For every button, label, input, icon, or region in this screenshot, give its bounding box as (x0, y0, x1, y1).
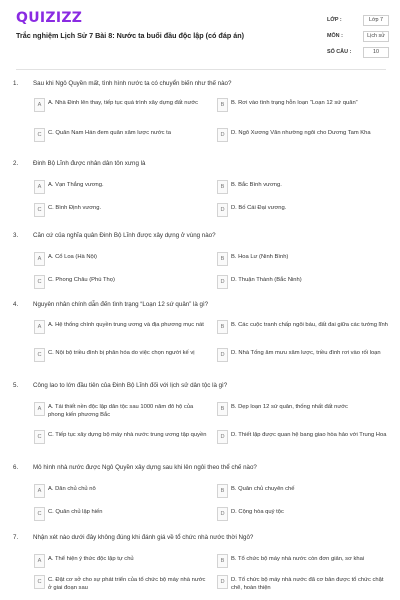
option-a[interactable] (34, 484, 210, 499)
question-number: 7. (13, 534, 19, 541)
option-text: C. Đặt cơ sở cho sự phát triển của tổ chức bộ máy nhà nước ở giai đoạn sau (48, 577, 206, 591)
option-letter-box: B (217, 252, 228, 266)
option-c[interactable] (34, 348, 210, 363)
option-letter-box: A (34, 252, 45, 266)
meta-lop-value: Lớp 7 (363, 15, 389, 26)
page-title: Trắc nghiệm Lịch Sử 7 Bài 8: Nước ta buổi đầu độc lập (có đáp án) (16, 31, 244, 40)
option-text: D. Ngô Xương Văn nhường ngôi cho Dương Tam Kha (231, 130, 371, 136)
option-text: D. Nhà Tống âm mưu xâm lược, triều đình rơi vào rối loạn (231, 350, 381, 356)
worksheet-header (0, 0, 400, 66)
option-letter-box: D (217, 203, 228, 217)
option-letter-box: C (34, 348, 45, 362)
option-c[interactable] (34, 575, 210, 590)
question-number: 2. (13, 160, 19, 167)
option-text: D. Thiết lập được quan hệ bang giao hòa hảo với Trung Hoa (231, 432, 387, 438)
question-text: Mô hình nhà nước được Ngô Quyền xây dựng sau khi lên ngôi theo thể chế nào? (33, 464, 257, 471)
option-text: C. Bình Định vương. (48, 205, 102, 211)
option-letter-box: B (217, 320, 228, 334)
option-a[interactable] (34, 554, 210, 569)
option-text: C. Quân chủ lập hiến (48, 509, 103, 515)
option-text: B. Bắc Bình vương. (231, 182, 282, 188)
option-letter-box: D (217, 348, 228, 362)
option-b[interactable] (217, 320, 393, 335)
option-a[interactable] (34, 180, 210, 195)
option-c[interactable] (34, 128, 210, 143)
option-b[interactable] (217, 554, 393, 569)
option-text: A. Vạn Thắng vương. (48, 182, 104, 188)
meta-mon-value: Lịch sử (363, 31, 389, 42)
meta-socau-value: 10 (363, 47, 389, 58)
question-text: Công lao to lớn đầu tiên của Đinh Bộ Lĩnh đối với lịch sử dân tộc là gì? (33, 382, 228, 389)
meta-mon-label: MÔN : (327, 33, 343, 39)
question-number: 3. (13, 232, 19, 239)
option-a[interactable] (34, 320, 210, 335)
option-letter-box: A (34, 484, 45, 498)
option-c[interactable] (34, 203, 210, 218)
option-letter-box: D (217, 507, 228, 521)
option-text: C. Phong Châu (Phú Thọ) (48, 277, 115, 283)
option-letter-box: B (217, 98, 228, 112)
option-text: A. Hệ thống chính quyền trung ương và địa phương mục nát (48, 322, 204, 328)
option-c[interactable] (34, 275, 210, 290)
meta-socau-label: SỐ CÂU : (327, 49, 352, 55)
option-text: B. Tổ chức bộ máy nhà nước còn đơn giản, sơ khai (231, 556, 365, 562)
question-number: 6. (13, 464, 19, 471)
option-a[interactable] (34, 252, 210, 267)
option-d[interactable] (217, 275, 393, 290)
option-a[interactable] (34, 402, 210, 417)
option-letter-box: C (34, 430, 45, 444)
option-b[interactable] (217, 98, 393, 113)
meta-socau (327, 49, 387, 55)
option-text: B. Hoa Lư (Ninh Bình) (231, 254, 289, 260)
option-letter-box: C (34, 203, 45, 217)
option-letter-box: A (34, 554, 45, 568)
meta-mon (327, 33, 387, 39)
option-text: A. Thể hiện ý thức độc lập tự chủ (48, 556, 134, 562)
option-letter-box: D (217, 275, 228, 289)
brand-logo: QUIZIZZ (16, 10, 83, 26)
option-letter-box: A (34, 402, 45, 416)
option-d[interactable] (217, 575, 393, 590)
option-c[interactable] (34, 430, 210, 445)
option-text: A. Tái thiết nền độc lập dân tộc sau 1000 năm đô hộ của phong kiến phương Bắc (48, 404, 194, 418)
question-text: Nhận xét nào dưới đây không đúng khi đánh giá về tổ chức nhà nước thời Ngô? (33, 534, 254, 541)
option-letter-box: C (34, 128, 45, 142)
option-text: C. Quân Nam Hán đem quân xâm lược nước ta (48, 130, 171, 136)
option-text: B. Quân chủ chuyên chế (231, 486, 295, 492)
option-d[interactable] (217, 430, 393, 445)
option-b[interactable] (217, 180, 393, 195)
question-number: 1. (13, 80, 19, 87)
option-d[interactable] (217, 128, 393, 143)
option-letter-box: B (217, 554, 228, 568)
question-text: Căn cứ của nghĩa quân Đinh Bộ Lĩnh được xây dựng ở vùng nào? (33, 232, 216, 239)
option-letter-box: B (217, 484, 228, 498)
option-text: D. Tổ chức bộ máy nhà nước đã cơ bản được tổ chức chặt chẽ, hoàn thiện (231, 577, 384, 591)
option-text: D. Bố Cái Đại vương. (231, 205, 287, 211)
option-letter-box: D (217, 575, 228, 589)
question-text: Sau khi Ngô Quyền mất, tình hình nước ta có chuyển biến như thế nào? (33, 80, 232, 87)
option-b[interactable] (217, 402, 393, 417)
option-text: A. Nhà Đinh lên thay, tiếp tục quá trình xây dựng đất nước (48, 100, 199, 106)
option-text: B. Dẹp loạn 12 sứ quân, thống nhất đất nước (231, 404, 348, 410)
question-text: Nguyên nhân chính dẫn đến tình trạng “Loạn 12 sứ quân” là gì? (33, 301, 209, 308)
option-d[interactable] (217, 507, 393, 522)
option-text: D. Cộng hòa quý tộc (231, 509, 284, 515)
option-text: C. Tiếp tục xây dựng bộ máy nhà nước trung ương tập quyền (48, 432, 207, 438)
option-letter-box: C (34, 275, 45, 289)
option-letter-box: C (34, 507, 45, 521)
option-d[interactable] (217, 203, 393, 218)
option-text: A. Dân chủ chủ nô (48, 486, 96, 492)
meta-lop (327, 17, 387, 23)
option-b[interactable] (217, 484, 393, 499)
option-c[interactable] (34, 507, 210, 522)
option-text: A. Cổ Loa (Hà Nội) (48, 254, 97, 260)
meta-lop-label: LỚP : (327, 17, 342, 23)
question-number: 5. (13, 382, 19, 389)
option-b[interactable] (217, 252, 393, 267)
header-divider (16, 69, 386, 70)
option-text: B. Rơi vào tình trạng hỗn loạn “Loạn 12 sứ quân” (231, 100, 358, 106)
option-letter-box: B (217, 402, 228, 416)
option-text: D. Thuận Thành (Bắc Ninh) (231, 277, 302, 283)
question-number: 4. (13, 301, 19, 308)
option-letter-box: B (217, 180, 228, 194)
option-letter-box: A (34, 320, 45, 334)
option-letter-box: A (34, 180, 45, 194)
question-text: Đinh Bộ Lĩnh được nhân dân tôn xưng là (33, 160, 146, 167)
option-a[interactable] (34, 98, 210, 113)
option-letter-box: A (34, 98, 45, 112)
option-text: C. Nội bộ triều đình bị phân hóa do việc chọn người kế vị (48, 350, 195, 356)
option-d[interactable] (217, 348, 393, 363)
option-letter-box: D (217, 430, 228, 444)
option-letter-box: C (34, 575, 45, 589)
option-text: B. Các cuộc tranh chấp ngôi báu, đất đai giữa các tướng lĩnh (231, 322, 388, 328)
option-letter-box: D (217, 128, 228, 142)
